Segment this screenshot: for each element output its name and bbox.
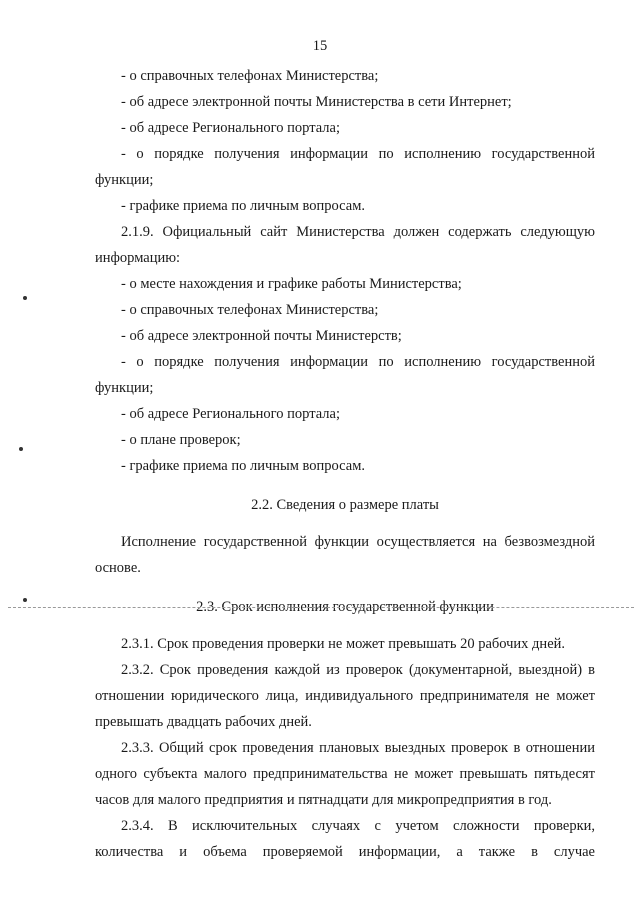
document-body	[95, 63, 595, 865]
section-heading-2-3: 2.3. Срок исполнения государственной функции	[196, 599, 494, 615]
paragraph-2-2-line: Исполнение государственной функции осуществляется на безвозмездной	[121, 534, 595, 550]
list-item: - об адресе Регионального портала;	[121, 406, 340, 422]
list-item-line: функции;	[95, 380, 154, 396]
page-number: 15	[312, 38, 328, 54]
list-item: - о справочных телефонах Министерства;	[121, 302, 379, 318]
list-item: - об адресе Регионального портала;	[121, 120, 340, 136]
list-item: - об адресе электронной почты Министерств;	[121, 328, 402, 344]
paragraph-2-2-line: основе.	[95, 560, 141, 576]
list-item: - графике приема по личным вопросам.	[121, 198, 366, 214]
scan-speck	[23, 296, 27, 300]
paragraph-2-1-9-line: 2.1.9. Официальный сайт Министерства должен содержать следующую	[121, 224, 595, 240]
scan-speck	[23, 598, 27, 602]
scan-artifact-line	[8, 607, 634, 608]
list-item: - о плане проверок;	[121, 432, 241, 448]
paragraph-2-3-4-line: количества и объема проверяемой информации, а также в случае	[95, 844, 595, 860]
paragraph-2-3-2-line: 2.3.2. Срок проведения каждой из проверок (документарной, выездной) в	[121, 662, 595, 678]
list-item: - графике приема по личным вопросам.	[121, 458, 366, 474]
list-item: - о месте нахождения и графике работы Министерства;	[121, 276, 462, 292]
paragraph-2-3-2-line: превышать двадцать рабочих дней.	[95, 714, 312, 730]
paragraph-2-3-1: 2.3.1. Срок проведения проверки не может превышать 20 рабочих дней.	[121, 636, 566, 652]
list-item-line: - о порядке получения информации по исполнению государственной	[121, 354, 595, 370]
list-item-line: функции;	[95, 172, 154, 188]
paragraph-2-3-4-line: 2.3.4. В исключительных случаях с учетом сложности проверки,	[121, 818, 595, 834]
paragraph-2-3-3-line: часов для малого предприятия и пятнадцати для микропредприятия в год.	[95, 792, 552, 808]
scan-speck	[19, 447, 23, 451]
paragraph-2-3-3-line: 2.3.3. Общий срок проведения плановых выездных проверок в отношении	[121, 740, 595, 756]
list-item: - о справочных телефонах Министерства;	[121, 68, 379, 84]
list-item-line: - о порядке получения информации по исполнению государственной	[121, 146, 595, 162]
paragraph-2-3-3-line: одного субъекта малого предпринимательства не может превышать пятьдесят	[95, 766, 595, 782]
list-item: - об адресе электронной почты Министерства в сети Интернет;	[121, 94, 512, 110]
paragraph-2-3-2-line: отношении юридического лица, индивидуального предпринимателя не может	[95, 688, 595, 704]
section-heading-2-2: 2.2. Сведения о размере платы	[251, 497, 439, 513]
paragraph-2-1-9-line: информацию:	[95, 250, 181, 266]
